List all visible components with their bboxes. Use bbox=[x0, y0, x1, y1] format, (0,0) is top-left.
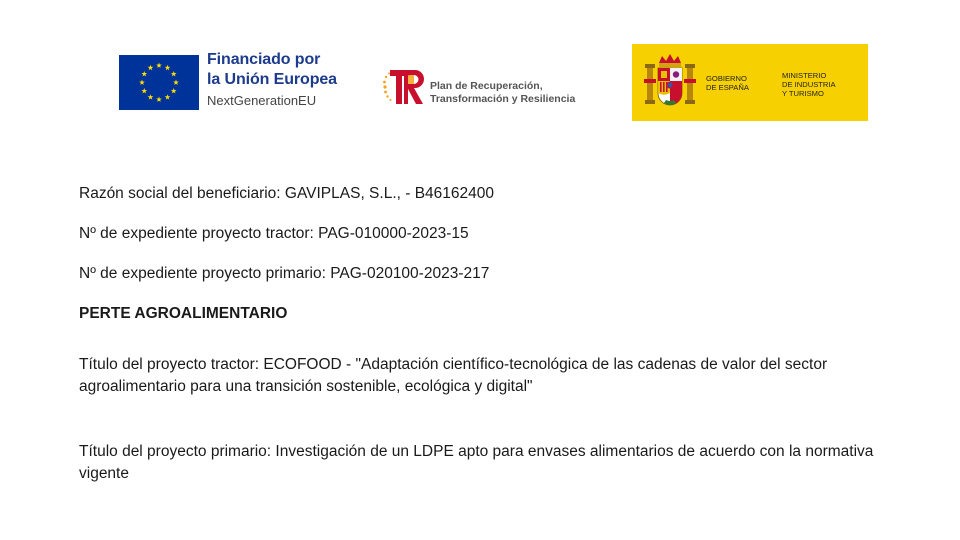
eu-star-icon bbox=[156, 97, 162, 102]
eu-star-icon bbox=[141, 88, 147, 93]
gobierno-line-2: DE ESPAÑA bbox=[706, 83, 749, 93]
ministerio-label bbox=[782, 71, 836, 98]
eu-star-icon bbox=[173, 80, 179, 85]
expediente-primario-text: Nº de expediente proyecto primario: PAG-020100-2023-217 bbox=[79, 265, 490, 282]
gobierno-ministerio-logo bbox=[632, 44, 868, 121]
eu-star-icon bbox=[171, 88, 177, 93]
titulo-tractor-text: Título del proyecto tractor: ECOFOOD - "Adaptación científico-tecnológica de las cadenas de valor del sector agroalimentario para una transición sostenible, ecológica y digital" bbox=[79, 356, 828, 395]
eu-star-icon bbox=[148, 94, 154, 99]
eu-star-icon bbox=[148, 65, 154, 70]
prtr-line-1: Plan de Recuperación, bbox=[430, 80, 543, 92]
eu-funding-label bbox=[207, 52, 337, 107]
ministerio-line-1: MINISTERIO bbox=[782, 71, 827, 80]
eu-star-icon bbox=[139, 80, 145, 85]
eu-line-1: Financiado por bbox=[207, 51, 321, 68]
eu-star-icon bbox=[165, 65, 171, 70]
eu-star-icon bbox=[165, 94, 171, 99]
eu-star-icon bbox=[156, 63, 162, 68]
ministerio-line-2: DE INDUSTRIA bbox=[782, 80, 836, 90]
beneficiario-text: Razón social del beneficiario: GAVIPLAS, S.L., - B46162400 bbox=[79, 185, 495, 202]
expediente-tractor-text: Nº de expediente proyecto tractor: PAG-010000-2023-15 bbox=[79, 225, 469, 242]
prtr-label bbox=[430, 80, 575, 106]
spain-coat-of-arms-icon bbox=[644, 53, 696, 113]
eu-star-icon bbox=[171, 71, 177, 76]
eu-flag-icon bbox=[119, 55, 199, 110]
titulo-primario-text: Título del proyecto primario: Investigación de un LDPE apto para envases alimentarios de acuerdo con la normativa vigente bbox=[79, 443, 874, 482]
eu-star-icon bbox=[141, 71, 147, 76]
eu-line-2: la Unión Europea bbox=[207, 71, 337, 88]
gobierno-label bbox=[706, 74, 749, 92]
gobierno-line-1: GOBIERNO bbox=[706, 74, 747, 83]
perte-heading: PERTE AGROALIMENTARIO bbox=[79, 305, 288, 322]
ministerio-line-3: Y TURISMO bbox=[782, 89, 824, 99]
prtr-logo-icon bbox=[381, 67, 427, 107]
prtr-line-2: Transformación y Resiliencia bbox=[430, 93, 576, 106]
eu-line-3: NextGenerationEU bbox=[207, 93, 317, 108]
